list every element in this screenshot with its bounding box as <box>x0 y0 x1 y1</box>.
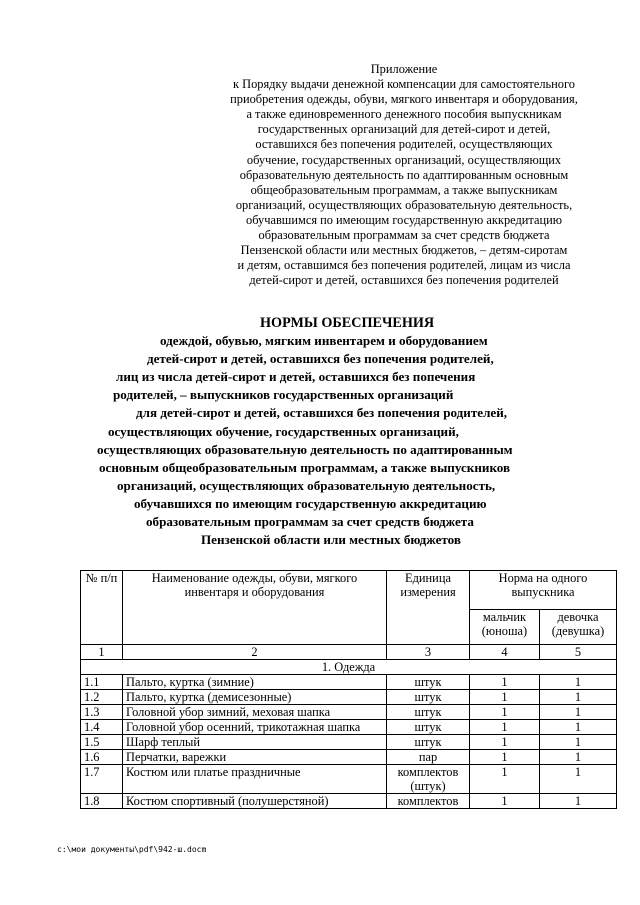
appendix-line: образовательным программам за счет средств бюджета <box>258 228 550 243</box>
row-girl: 1 <box>540 765 617 794</box>
row-boy: 1 <box>470 705 540 720</box>
row-unit: штук <box>387 735 470 750</box>
table-row <box>81 690 617 705</box>
appendix-line: обучение, государственных организаций, осуществляющих <box>246 152 562 167</box>
table-row <box>81 720 617 735</box>
table-row <box>81 750 617 765</box>
row-num: 1.1 <box>81 675 123 690</box>
appendix-line: организаций, осуществляющих образовательную деятельность, <box>235 197 573 212</box>
appendix-line: образовательную деятельность по адаптированным основным <box>239 167 569 182</box>
appendix-line: Приложение <box>370 62 438 76</box>
appendix-line: Пензенской области или местных бюджетов, – детям-сиротам <box>240 243 568 258</box>
row-num: 1.8 <box>81 794 123 809</box>
norms-line: лиц из числа детей-сирот и детей, оставшихся без попечения <box>116 369 476 385</box>
appendix-line: детей-сирот и детей, оставшихся без попечения родителей <box>249 273 559 288</box>
appendix-line: оставшихся без попечения родителей, осуществляющих <box>255 137 553 152</box>
row-boy: 1 <box>470 690 540 705</box>
row-num: 1.2 <box>81 690 123 705</box>
norms-heading <box>60 314 640 549</box>
norms-line: обучавшихся по имеющим государственную аккредитацию <box>134 495 487 511</box>
row-girl: 1 <box>540 690 617 705</box>
row-unit: штук <box>387 720 470 735</box>
file-path-footer: c:\мои документы\pdf\942-ш.docm <box>57 845 207 854</box>
row-boy: 1 <box>470 720 540 735</box>
col-number: 4 <box>470 645 540 660</box>
row-girl: 1 <box>540 705 617 720</box>
row-unit: штук <box>387 705 470 720</box>
col-number: 3 <box>387 645 470 660</box>
norms-line: одеждой, обувью, мягким инвентарем и оборудованием <box>160 333 488 349</box>
row-name: Костюм или платье праздничные <box>123 765 387 794</box>
norms-line: осуществляющих обучение, государственных организаций, <box>108 423 459 439</box>
norms-line: осуществляющих образовательную деятельность по адаптированным <box>97 441 513 457</box>
norms-line: для детей-сирот и детей, оставшихся без попечения родителей, <box>136 405 508 421</box>
header-name: Наименование одежды, обуви, мягкого инвентаря и оборудования <box>123 571 387 645</box>
row-name: Головной убор осенний, трикотажная шапка <box>123 720 387 735</box>
norms-line: Пензенской области или местных бюджетов <box>201 532 461 548</box>
appendix-block <box>190 62 618 288</box>
header-girl: девочка (девушка) <box>540 610 617 645</box>
row-num: 1.5 <box>81 735 123 750</box>
norms-line: организаций, осуществляющих образовательную деятельность, <box>117 477 496 493</box>
row-name: Головной убор зимний, меховая шапка <box>123 705 387 720</box>
header-boy: мальчик (юноша) <box>470 610 540 645</box>
table-row <box>81 794 617 809</box>
norms-line: основным общеобразовательным программам, а также выпускников <box>99 459 511 475</box>
appendix-line: государственных организаций для детей-сирот и детей, <box>257 122 551 137</box>
norms-line: родителей, – выпускников государственных организаций <box>113 387 454 403</box>
row-girl: 1 <box>540 675 617 690</box>
table-row <box>81 705 617 720</box>
row-boy: 1 <box>470 750 540 765</box>
norms-title: НОРМЫ ОБЕСПЕЧЕНИЯ <box>260 315 435 331</box>
norms-line: детей-сирот и детей, оставшихся без попечения родителей, <box>147 351 494 367</box>
col-number: 5 <box>540 645 617 660</box>
row-unit: комплектов (штук) <box>387 765 470 794</box>
row-girl: 1 <box>540 720 617 735</box>
row-girl: 1 <box>540 750 617 765</box>
section-title: 1. Одежда <box>81 660 617 675</box>
appendix-line: а также единовременного денежного пособия выпускникам <box>246 107 562 122</box>
table-row <box>81 765 617 794</box>
row-name: Пальто, куртка (зимние) <box>123 675 387 690</box>
row-boy: 1 <box>470 765 540 794</box>
row-unit: пар <box>387 750 470 765</box>
row-num: 1.3 <box>81 705 123 720</box>
row-name: Пальто, куртка (демисезонные) <box>123 690 387 705</box>
row-num: 1.4 <box>81 720 123 735</box>
appendix-line: приобретения одежды, обуви, мягкого инвентаря и оборудования, <box>230 92 578 107</box>
table-row <box>81 675 617 690</box>
row-boy: 1 <box>470 735 540 750</box>
row-name: Костюм спортивный (полушерстяной) <box>123 794 387 809</box>
row-unit: комплектов <box>387 794 470 809</box>
header-norm: Норма на одного выпускника <box>470 571 617 610</box>
row-name: Шарф теплый <box>123 735 387 750</box>
appendix-line: общеобразовательным программам, а также выпускникам <box>250 182 558 197</box>
appendix-line: обучавшимся по имеющим государственную аккредитацию <box>246 212 562 227</box>
row-girl: 1 <box>540 735 617 750</box>
appendix-line: к Порядку выдачи денежной компенсации для самостоятельного <box>233 77 575 92</box>
row-girl: 1 <box>540 794 617 809</box>
appendix-line: и детям, оставшимся без попечения родителей, лицам из числа <box>237 258 571 273</box>
row-name: Перчатки, варежки <box>123 750 387 765</box>
row-unit: штук <box>387 675 470 690</box>
row-boy: 1 <box>470 675 540 690</box>
header-unit: Единица измерения <box>387 571 470 645</box>
header-num: № п/п <box>81 571 123 645</box>
norms-table <box>80 570 617 809</box>
row-boy: 1 <box>470 794 540 809</box>
row-unit: штук <box>387 690 470 705</box>
row-num: 1.6 <box>81 750 123 765</box>
col-number: 2 <box>123 645 387 660</box>
norms-line: образовательным программам за счет средств бюджета <box>146 514 474 530</box>
table-row <box>81 735 617 750</box>
row-num: 1.7 <box>81 765 123 794</box>
col-number: 1 <box>81 645 123 660</box>
